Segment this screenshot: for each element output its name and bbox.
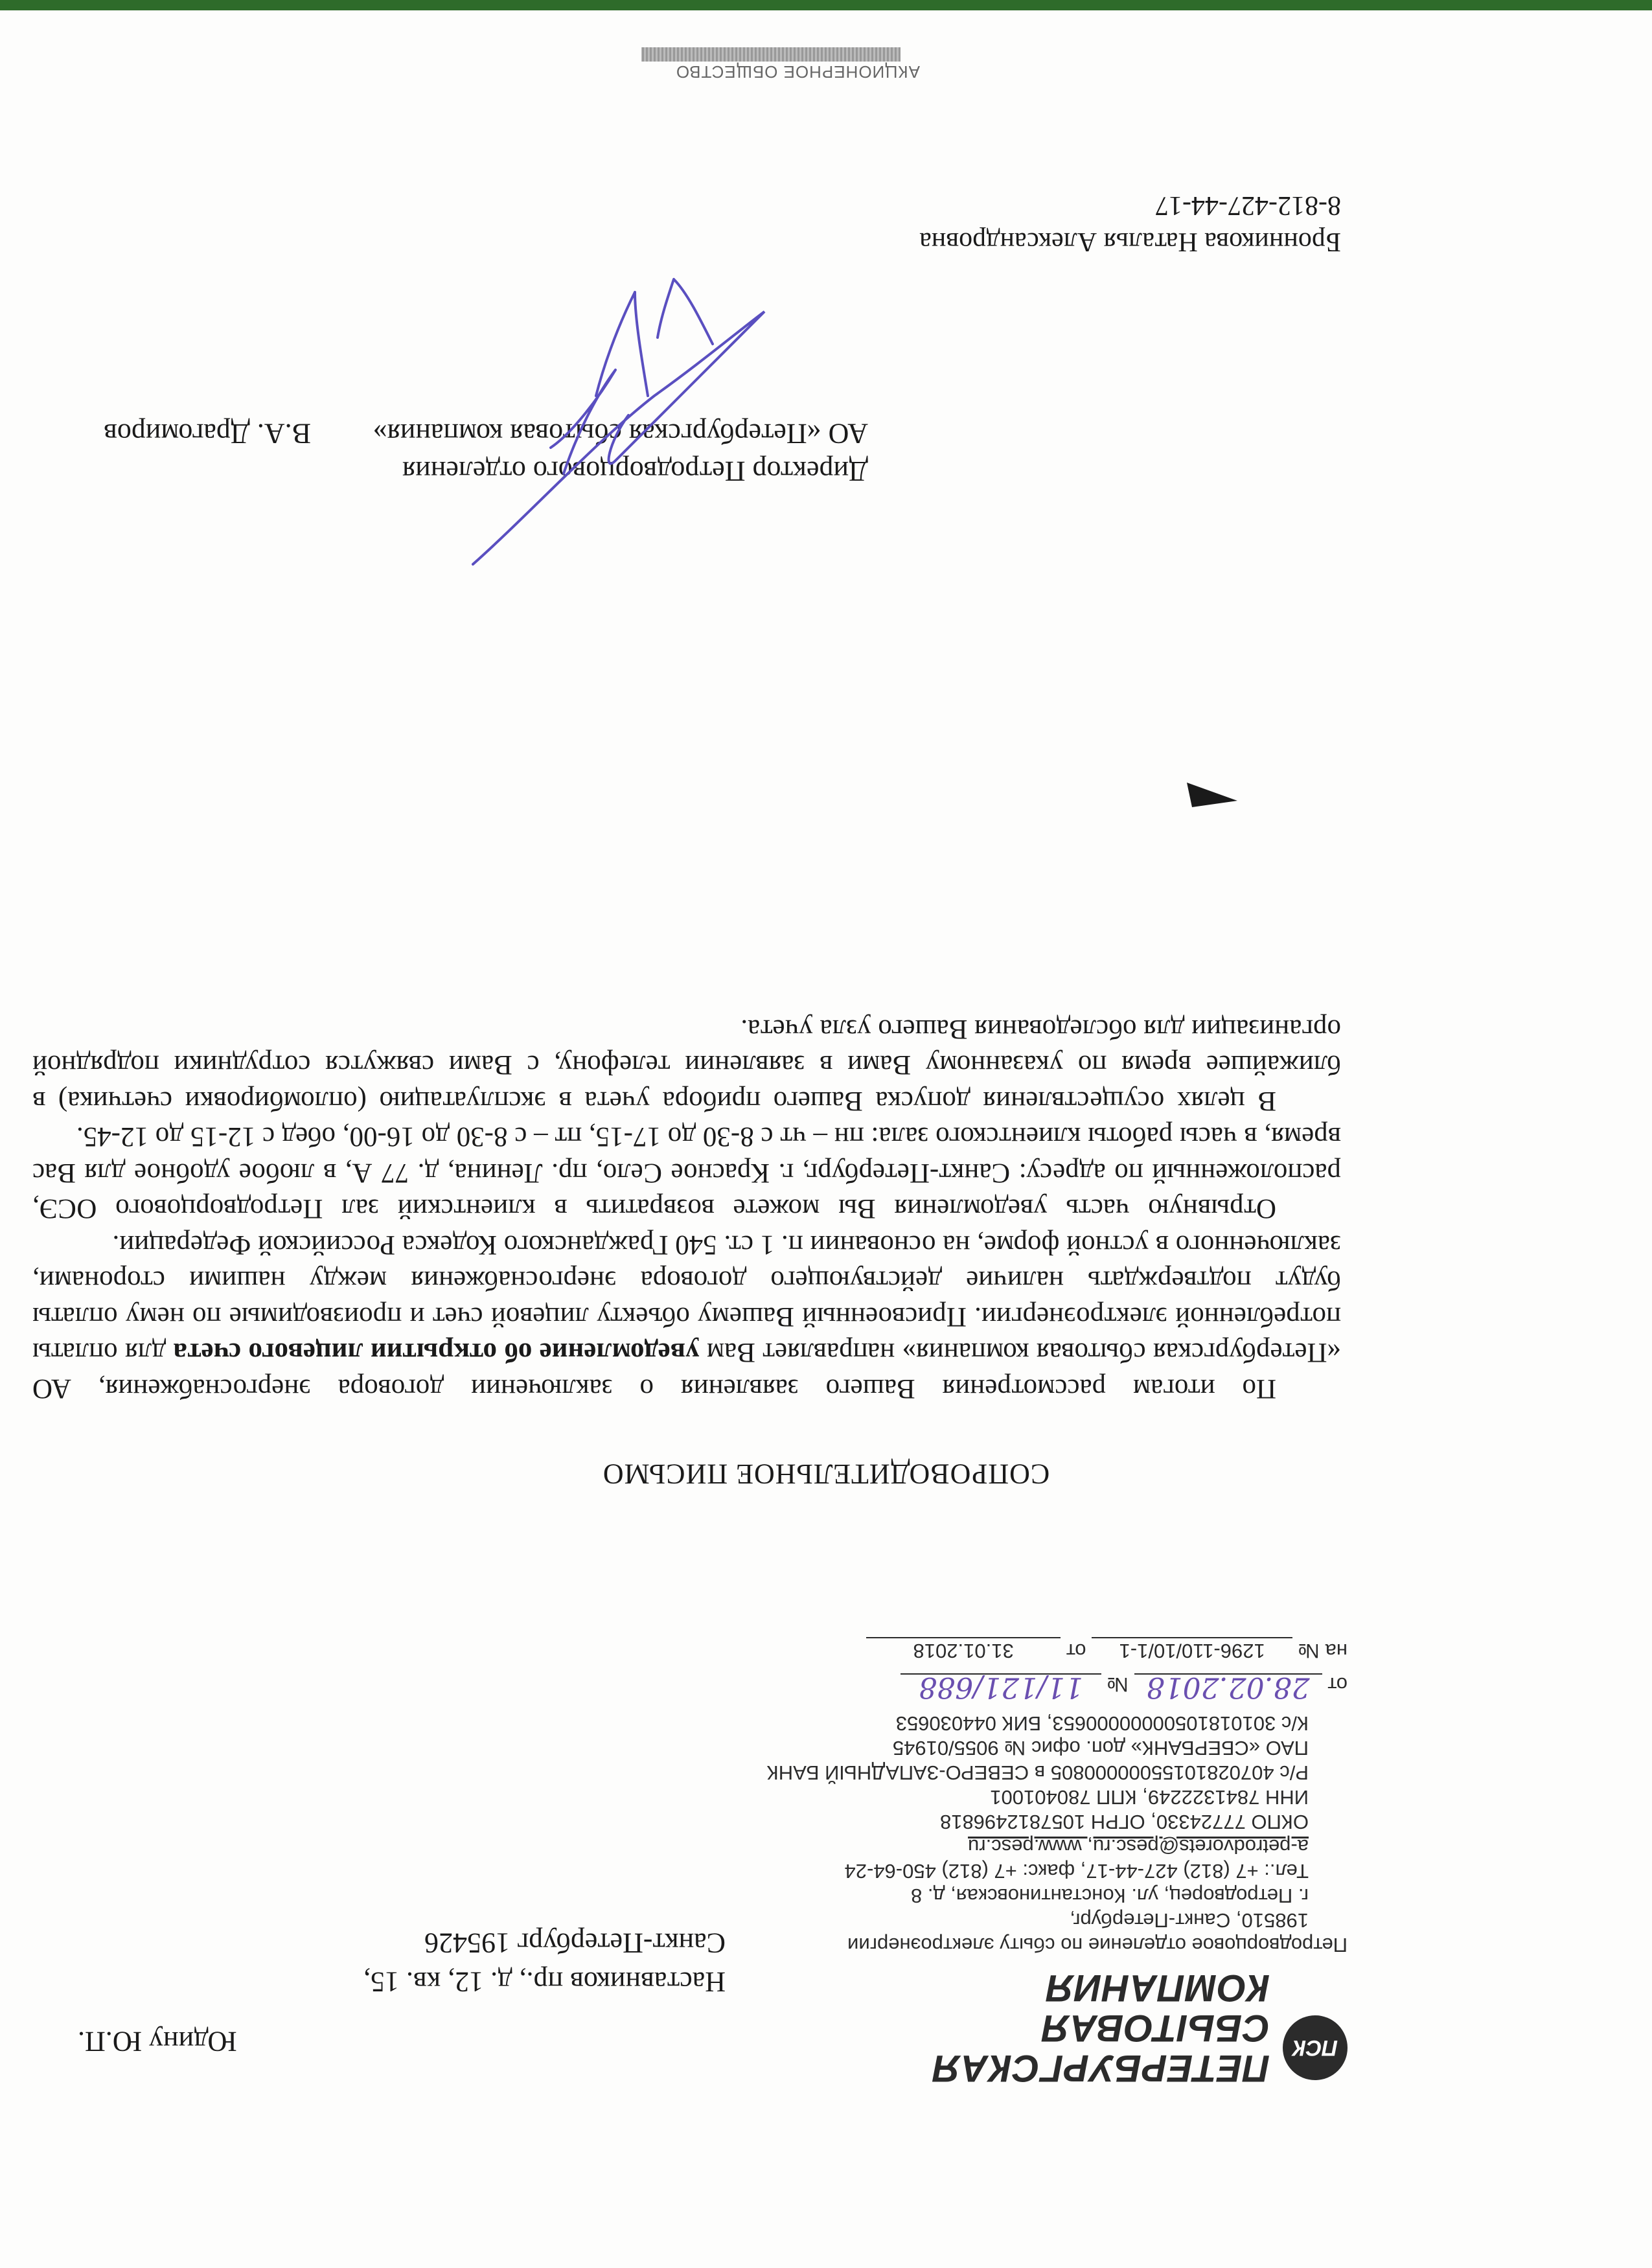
p1-start: По итогам рассмотрения Вашего заявления о заключении договора энергоснабжения, АО «Петербургская сбытовая компания» направляет Вам [32, 1337, 1341, 1404]
signatory-name: В.А. Драгомиров [104, 418, 311, 450]
email-web: a-petrodvorets@pesc.ru, www.pesc.ru [968, 1835, 1309, 1858]
handwritten-signature-icon [447, 266, 810, 590]
paragraph-2: Отрывную часть уведомления Вы можете возвратить в клиентский зал Петродворцового ОСЭ, расположенный по адресу: Санкт-Петербург, г. Красное Село, пр. Ленина, д. 77 А, в любое удобное для Вас время, в часы работы клиентского зала: пн – чт с 8-30 до 17-15, пт – с 8-30 до 16-00, обед с 12-15 до 12-45. [32, 1121, 1341, 1224]
executor-block [693, 187, 1341, 260]
signatory-title-line: АО «Петербургская сбытовая компания» [373, 418, 868, 450]
re-from-label: от [1066, 1640, 1086, 1662]
stamp [628, 46, 920, 82]
letterhead-info [700, 1637, 1348, 1957]
signatory-title-line: Директор Петродворцового отделения [402, 455, 868, 487]
bank-name: ПАО «СБЕРБАНК» доп. офис № 9055/01945 [892, 1737, 1309, 1759]
incoming-ref [700, 1637, 1348, 1663]
stamp-text: АКЦИОНЕРНОЕ ОБЩЕСТВО [675, 62, 920, 82]
logo-line: КОМПАНИЯ [1046, 1967, 1270, 2009]
logo-line: СБЫТОВАЯ [1041, 2007, 1270, 2049]
from-label: от [1327, 1673, 1348, 1696]
addressee-city: Санкт-Петербург 195426 [424, 1927, 726, 1959]
executor-name: Бронникова Наталья Александровна [919, 227, 1341, 257]
company-logo-text [932, 1967, 1270, 2088]
letter-body [32, 1011, 1341, 1407]
p1-end: для оплаты потребленной электроэнергии. Присвоенный Вашему объекту лицевой счет и производимые по нему оплаты будут подтверждать наличие действующего договора энергоснабжения между нашими сторонами, заключенного в устной форме, на основании п. 1 ст. 540 Гражданского Кодекса Российской Федерации. [32, 1230, 1341, 1368]
corr-account: К/с 30101810500000000653, БИК 044030653 [895, 1712, 1309, 1735]
addressee-block [78, 1923, 726, 2061]
outgoing-ref [700, 1671, 1348, 1704]
scan-mark-icon [1186, 781, 1237, 807]
addressee-street: Наставников пр., д. 12, кв. 15, [363, 1966, 726, 1998]
company-logo-icon: ПСК [1283, 2015, 1348, 2080]
executor-phone: 8-812-427-44-17 [1155, 190, 1341, 220]
incoming-date: 31.01.2018 [866, 1637, 1061, 1663]
re-label: на № [1298, 1640, 1348, 1662]
addressee-name: Юдину Ю.П. [78, 2026, 237, 2057]
p1-bold: уведомление об открытии лицевого счета [173, 1337, 700, 1368]
logo-line: ПЕТЕРБУРГСКАЯ [932, 2047, 1270, 2089]
department: Петродворцовое отделение по сбыту электроэнергии [847, 1934, 1348, 1956]
paragraph-1 [32, 1227, 1341, 1407]
address-line: 198510, Санкт-Петербург, [1070, 1909, 1309, 1932]
incoming-number: 1296-110/10/1-1 [1092, 1637, 1292, 1663]
bank-account: Р/с 40702810155000000805 в СЕВЕРО-ЗАПАДНЫЙ БАНК [766, 1761, 1309, 1784]
outgoing-date: 28.02.2018 [1134, 1673, 1322, 1699]
paragraph-3: В целях осуществления допуска Вашего прибора учета в эксплуатацию (опломбировки счетчика) в ближайшее время по указанному Вами в заявлении телефону, с Вами свяжутся сотрудники подрядной организации для обследования Вашего узла учета. [32, 1014, 1341, 1116]
stamp-bar [641, 47, 901, 62]
inn: ИНН 7841322249, КПП 780401001 [990, 1786, 1309, 1809]
address-line: г. Петродворец, ул. Константиновская, д. 8 [911, 1884, 1309, 1907]
number-label: № [1107, 1673, 1129, 1696]
okpo: ОКПО 77724330, ОГРН 1057812496818 [939, 1811, 1309, 1833]
scan-edge [0, 0, 1652, 10]
phones: Тел.: +7 (812) 427-44-17, факс: +7 (812) 450-64-24 [844, 1860, 1309, 1883]
outgoing-number: 11/121/688 [901, 1673, 1101, 1699]
letter-title: СОПРОВОДИТЕЛЬНОЕ ПИСЬМО [602, 1458, 1050, 1490]
